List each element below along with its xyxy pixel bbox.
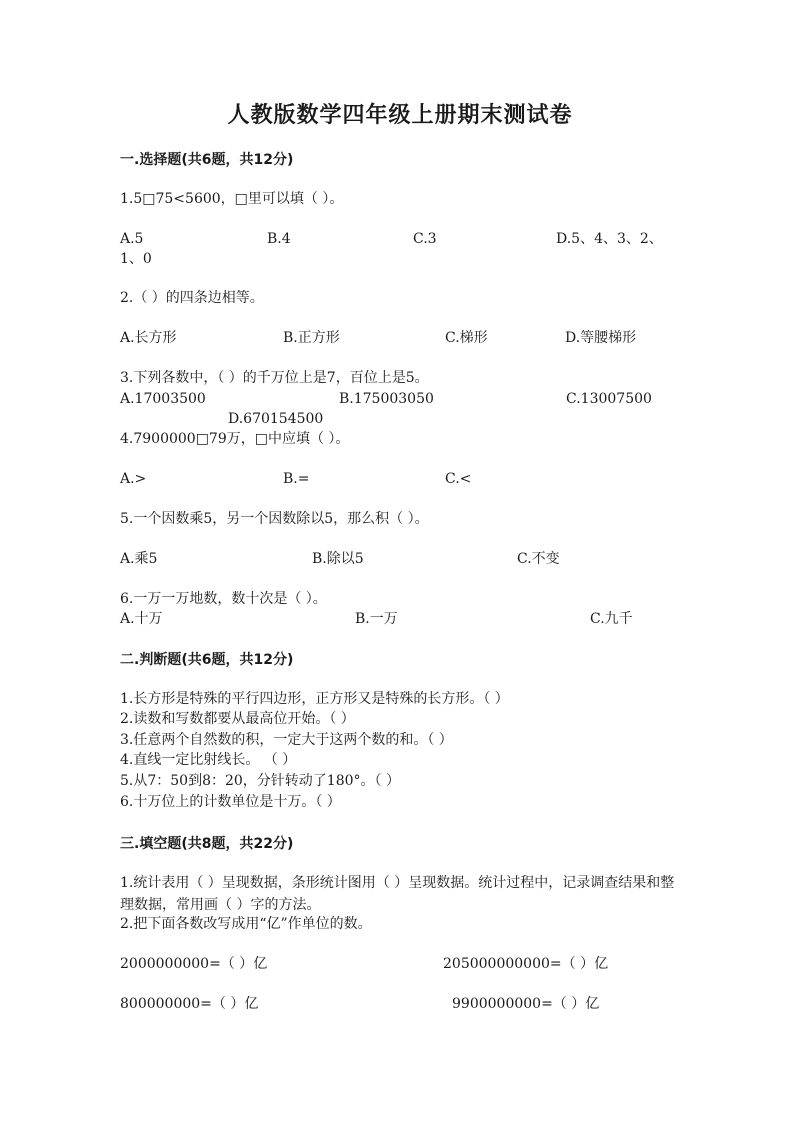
- option-a: A.乘5: [120, 551, 158, 567]
- judge-item: 4.直线一定比射线长。 （ ）: [120, 752, 297, 768]
- section-heading-fill: 三.填空题(共8题，共22分): [120, 836, 294, 852]
- option-a: A.十万: [120, 611, 163, 627]
- question-text: 3.下列各数中，（ ）的千万位上是7，百位上是5。: [120, 370, 429, 386]
- option-c: C.3: [413, 231, 437, 247]
- option-d-continued: 1、0: [120, 251, 152, 267]
- option-b: B.除以5: [312, 551, 364, 567]
- judge-item: 6.十万位上的计数单位是十万。（ ）: [120, 794, 341, 810]
- option-d: D.670154500: [228, 411, 324, 427]
- fill-blank: 9900000000=（ ）亿: [452, 996, 600, 1012]
- judge-item: 2.读数和写数都要从最高位开始。（ ）: [120, 711, 355, 727]
- option-c: C.<: [445, 471, 472, 487]
- option-a: A.17003500: [120, 391, 206, 407]
- question-text: 4.7900000□79万，□中应填（ ）。: [120, 431, 350, 447]
- page-title: 人教版数学四年级上册期末测试卷: [227, 103, 573, 128]
- option-c: C.不变: [517, 551, 560, 567]
- option-b: B.正方形: [283, 330, 340, 346]
- section-heading-judge: 二.判断题(共6题，共12分): [120, 652, 294, 668]
- question-text: 1.5□75<5600，□里可以填（ ）。: [120, 191, 344, 207]
- fill-question-1: 1.统计表用（ ）呈现数据，条形统计图用（ ）呈现数据。统计过程中，记录调查结果和整理数据，常用画（ ）字的方法。: [120, 875, 675, 913]
- option-b: B.4: [267, 231, 291, 247]
- fill-question-2: 2.把下面各数改写成用“亿”作单位的数。: [120, 916, 372, 932]
- option-b: B.一万: [355, 611, 398, 627]
- option-a: A.5: [120, 231, 144, 247]
- question-text: 2.（ ）的四条边相等。: [120, 290, 264, 306]
- judge-item: 1.长方形是特殊的平行四边形，正方形又是特殊的长方形。（ ）: [120, 691, 509, 707]
- judge-item: 5.从7：50到8：20，分针转动了180°。（ ）: [120, 773, 400, 789]
- option-c: C.13007500: [566, 391, 652, 407]
- fill-blank: 800000000=（ ）亿: [120, 996, 259, 1012]
- fill-blank: 205000000000=（ ）亿: [443, 956, 609, 972]
- judge-item: 3.任意两个自然数的积，一定大于这两个数的和。（ ）: [120, 732, 453, 748]
- section-heading-choice: 一.选择题(共6题，共12分): [120, 152, 294, 168]
- question-text: 6.一万一万地数，数十次是（ ）。: [120, 591, 327, 607]
- option-d: D.等腰梯形: [565, 330, 637, 346]
- question-text: 5.一个因数乘5，另一个因数除以5，那么积（ ）。: [120, 511, 429, 527]
- option-a: A.长方形: [120, 330, 177, 346]
- option-b: B.175003050: [339, 391, 434, 407]
- option-a: A.>: [120, 471, 147, 487]
- option-d: D.5、4、3、2、: [556, 231, 663, 247]
- option-b: B.=: [283, 471, 310, 487]
- fill-blank: 2000000000=（ ）亿: [120, 956, 268, 972]
- option-c: C.梯形: [445, 330, 488, 346]
- option-c: C.九千: [590, 611, 633, 627]
